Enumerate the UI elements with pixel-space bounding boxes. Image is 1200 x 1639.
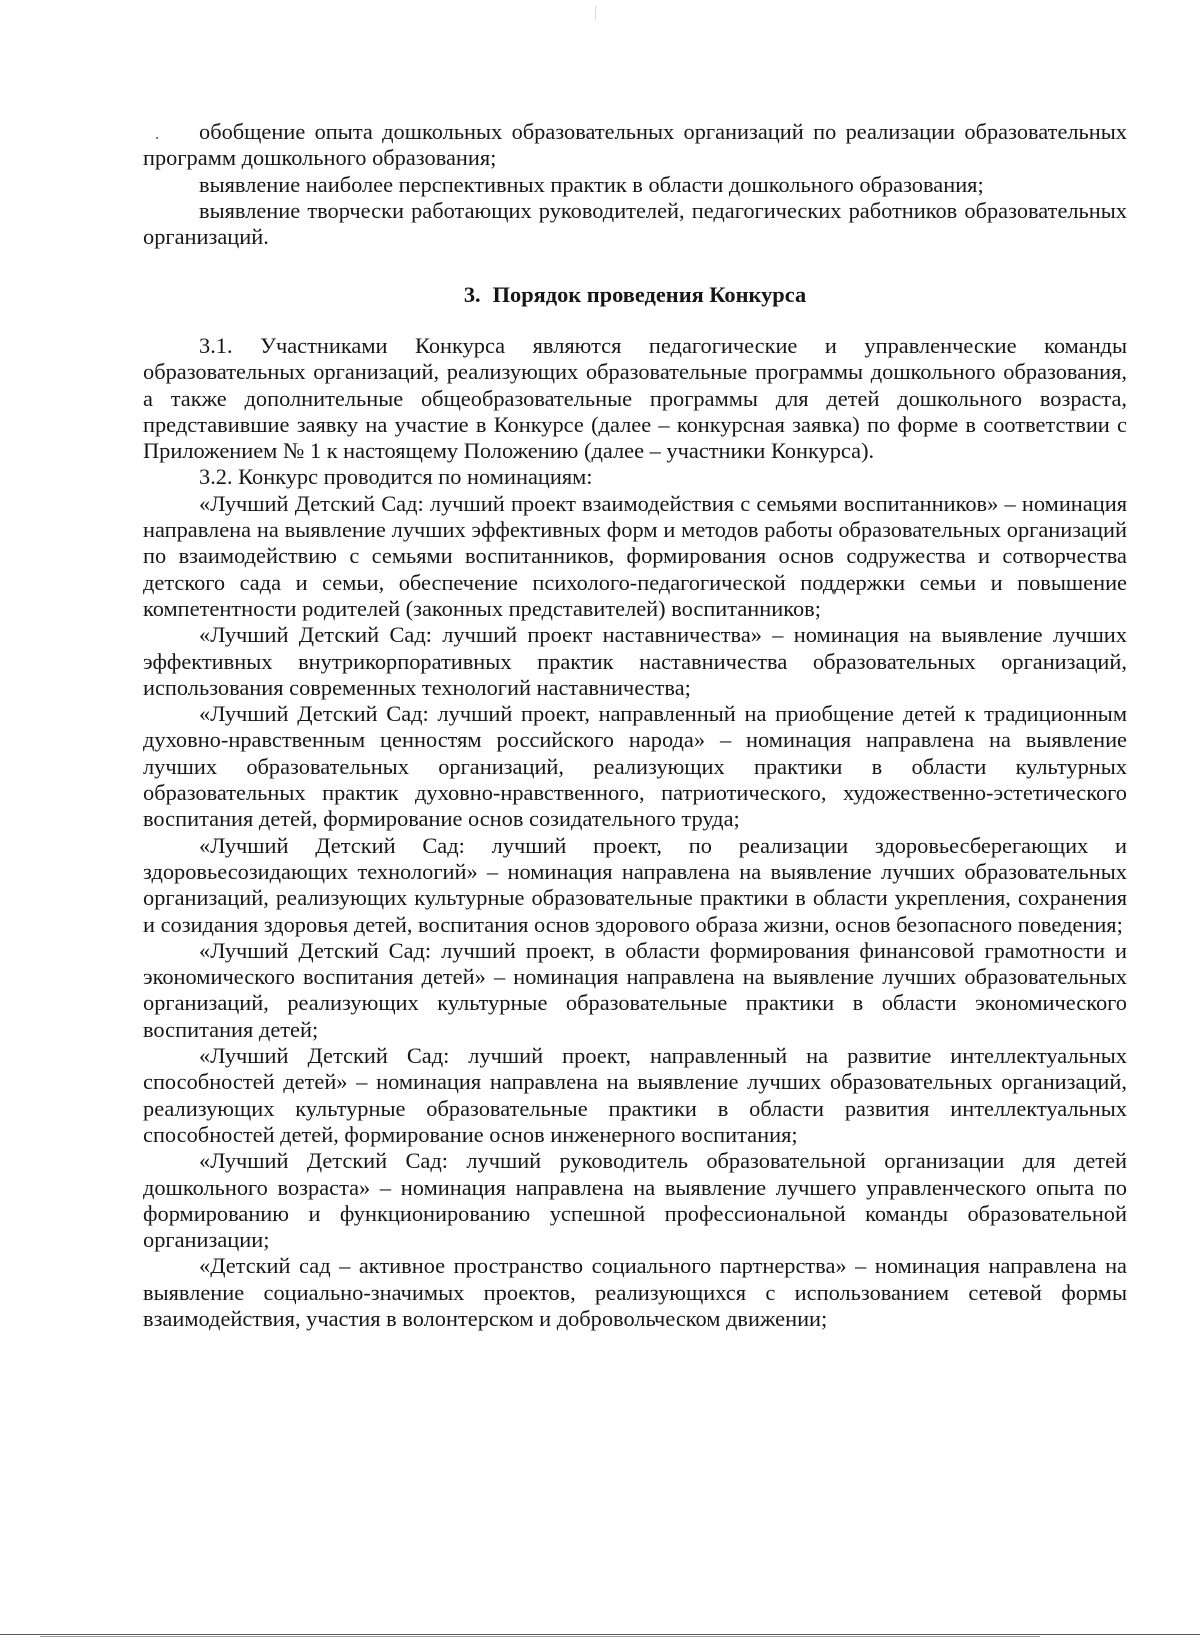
paragraph-goal-generalization: обобщение опыта дошкольных образовательных организаций по реализации образовательных программ дошкольного образования; (143, 119, 1127, 171)
section-number: 3. (463, 282, 481, 307)
scan-artifact-bottom-line (0, 1634, 1200, 1635)
nomination-intellectual-abilities: «Лучший Детский Сад: лучший проект, направленный на развитие интеллектуальных способностей детей» – номинация направлена на выявление лучших образовательных организаций, реализующих культурные образовательные практики в области развития интеллектуальных способностей детей, формирование основ инженерного воспитания; (143, 1043, 1127, 1147)
nomination-social-partnership: «Детский сад – активное пространство социального партнерства» – номинация направлена на выявление социально-значимых проектов, реализующихся с использованием сетевой формы взаимодействия, участия в волонтерском и добровольческом движении; (143, 1253, 1127, 1331)
nomination-financial-literacy: «Лучший Детский Сад: лучший проект, в области формирования финансовой грамотности и экономического воспитания детей» – номинация направлена на выявление лучших образовательных организаций, реализующих культурные образовательные практики в области экономического воспитания детей; (143, 937, 1127, 1042)
nomination-family-interaction: «Лучший Детский Сад: лучший проект взаимодействия с семьями воспитанников» – номинация направлена на выявление лучших эффективных форм и методов работы образовательных организаций по взаимодействию с семьями воспитанников, формирования основ содружества и сотворчества детского сада и семьи, обеспечение психолого-педагогической поддержки семьи и повышение компетентности родителей (законных представителей) воспитанников; (143, 490, 1127, 621)
scan-artifact-top (595, 6, 596, 20)
top-text-block (143, 119, 1127, 250)
main-text-block (143, 333, 1127, 1332)
paragraph-goal-practices: выявление наиболее перспективных практик в области дошкольного образования; (199, 171, 984, 197)
paragraph-3-2-nominations-intro: 3.2. Конкурс проводится по номинациям: (199, 464, 593, 490)
paragraph-3-1-participants: 3.1. Участниками Конкурса являются педагогические и управленческие команды образовательных организаций, реализующих образовательные программы дошкольного образования, а также дополнительные общеобразовательные программы для детей дошкольного возраста, представившие заявку на участие в Конкурсе (далее – конкурсная заявка) по форме в соответствии с Приложением № 1 к настоящему Положению (далее – участники Конкурса). (143, 333, 1127, 464)
section-heading (143, 282, 1127, 308)
section-title: Порядок проведения Конкурса (492, 282, 807, 307)
scan-artifact-bottom-line-2 (40, 1636, 1040, 1637)
nomination-best-leader: «Лучший Детский Сад: лучший руководитель образовательной организации для детей дошкольного возраста» – номинация направлена на выявление лучшего управленческого опыта по формированию и функционированию успешной профессиональной команды образовательной организации; (143, 1148, 1127, 1253)
nomination-mentorship: «Лучший Детский Сад: лучший проект наставничества» – номинация на выявление лучших эффективных внутрикорпоративных практик наставничества образовательных организаций, использования современных технологий наставничества; (143, 622, 1127, 700)
paragraph-goal-creative-staff: выявление творчески работающих руководителей, педагогических работников образовательных организаций. (143, 197, 1127, 250)
nomination-health-technologies: «Лучший Детский Сад: лучший проект, по реализации здоровьесберегающих и здоровьесозидающих технологий» – номинация направлена на выявление лучших образовательных организаций, реализующих культурные образовательные практики в области укрепления, сохранения и созидания здоровья детей, воспитания основ здорового образа жизни, основ безопасного поведения; (143, 832, 1127, 937)
nomination-spiritual-values: «Лучший Детский Сад: лучший проект, направленный на приобщение детей к традиционным духовно-нравственным ценностям российского народа» – номинация направлена на выявление лучших образовательных организаций, реализующих практики в области культурных образовательных практик духовно-нравственного, патриотического, художественно-эстетического воспитания детей, формирование основ созидательного труда; (143, 701, 1127, 832)
